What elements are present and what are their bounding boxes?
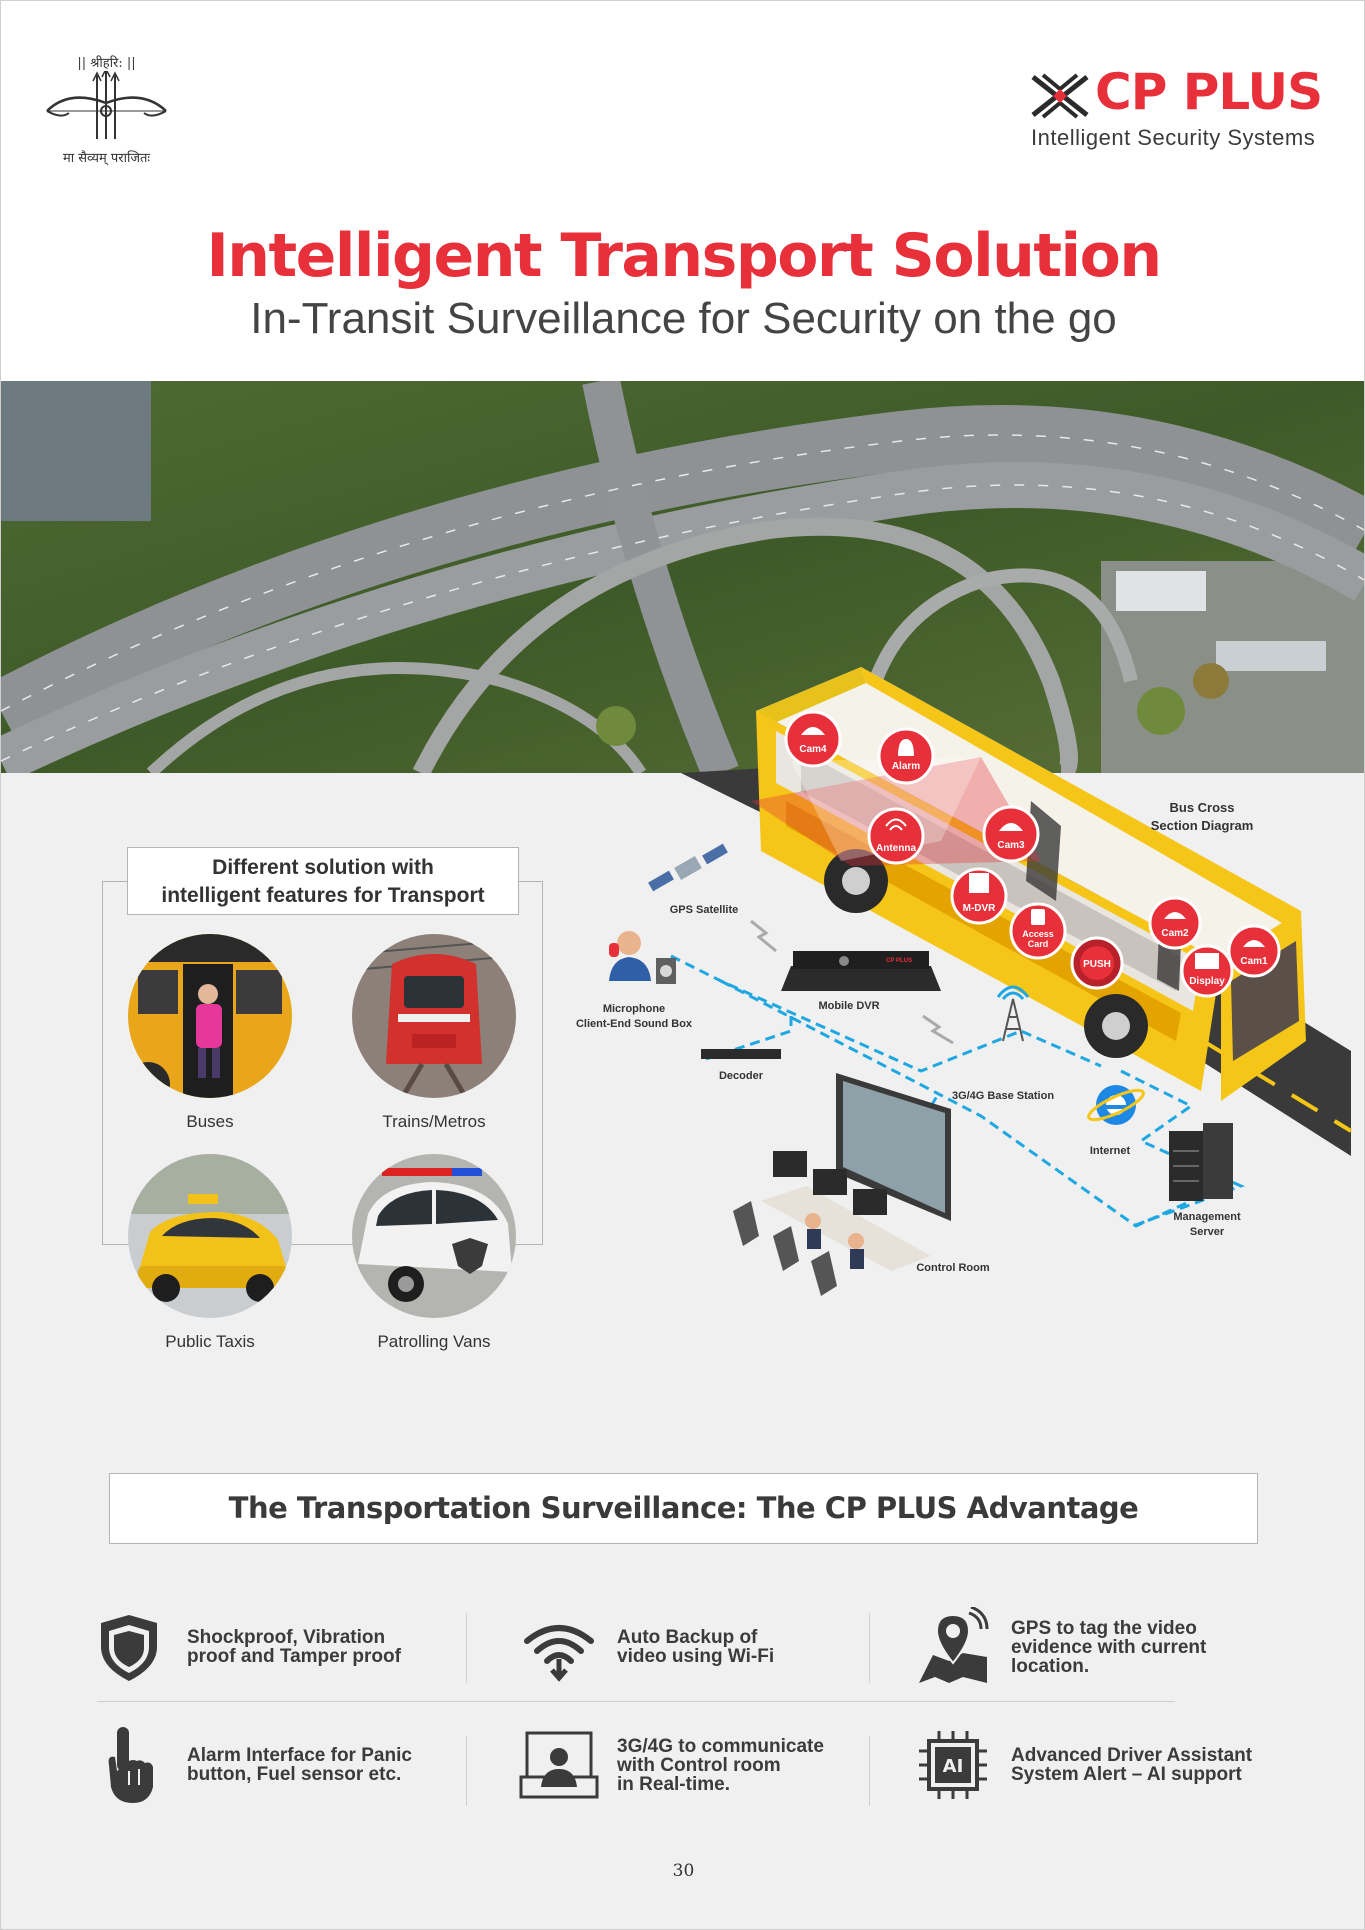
feature-line: Alarm Interface for Panic: [187, 1745, 412, 1766]
vehicle-trains: [352, 934, 516, 1132]
feature-line: with Control room: [617, 1754, 781, 1776]
feature-line: GPS to tag the video: [1011, 1617, 1197, 1639]
access-label-line2: Card: [1027, 939, 1049, 949]
vehicle-label: Patrolling Vans: [377, 1332, 491, 1351]
dvr-label: Mobile DVR: [818, 1000, 880, 1012]
cam1-label: Cam1: [1240, 956, 1268, 967]
feature-text: [187, 1628, 401, 1666]
page-title: Intelligent Transport Solution: [206, 221, 1161, 291]
cam2-badge: [1150, 898, 1200, 948]
base-station-label: 3G/4G Base Station: [951, 1090, 1055, 1102]
dvr-brand: CP PLUS: [886, 958, 912, 964]
gps-label: GPS Satellite: [669, 904, 739, 916]
school-bus-photo: [128, 934, 292, 1098]
emblem: [39, 53, 174, 171]
page-number: 30: [672, 1861, 695, 1881]
solutions-heading-line1: Different solution with: [212, 856, 434, 879]
train-photo: [352, 934, 516, 1098]
display-badge: [1182, 946, 1232, 996]
feature-line: proof and Tamper proof: [187, 1646, 401, 1667]
cam3-badge: [984, 807, 1038, 861]
logo-name: CP PLUS: [1095, 63, 1323, 121]
feature-line: Advanced Driver Assistant: [1011, 1745, 1253, 1766]
feature-wifi-backup: [519, 1607, 774, 1687]
mdvr-badge: [952, 869, 1006, 923]
mic-label-line1: Microphone: [602, 1003, 666, 1015]
advantage-title: The Transportation Surveillance: The CP PLUS Advantage: [109, 1473, 1258, 1544]
logo-tagline: Intelligent Security Systems: [1031, 125, 1316, 150]
decoder-label: Decoder: [718, 1070, 764, 1082]
feature-line: video using Wi-Fi: [617, 1646, 775, 1667]
bus-cross-section-diagram: [561, 661, 1351, 1321]
access-card-badge: [1011, 904, 1065, 958]
feature-text: [617, 1628, 774, 1666]
monitor-user-icon: [519, 1725, 599, 1805]
diagram-caption-line2: Section Diagram: [1150, 818, 1254, 833]
police-van-photo: [352, 1154, 516, 1318]
feature-adas-ai: [913, 1725, 1252, 1805]
access-label-line1: Access: [1022, 929, 1054, 939]
feature-text: [617, 1737, 824, 1794]
touch-hand-icon: [89, 1725, 169, 1805]
cam1-badge: [1229, 926, 1279, 976]
alarm-label: Alarm: [891, 761, 921, 772]
feature-divider: [466, 1736, 467, 1806]
emblem-top-text: || श्रीहरि: ||: [77, 56, 136, 71]
taxi-photo: [128, 1154, 292, 1318]
solutions-heading-line2: intelligent features for Transport: [161, 884, 485, 907]
signal-bolt-icon: [751, 921, 776, 951]
vehicle-label: Buses: [186, 1112, 234, 1131]
svg-text:AI: AI: [942, 1756, 964, 1777]
cam3-label: Cam3: [997, 840, 1025, 851]
feature-line: Auto Backup of: [617, 1627, 758, 1648]
vehicle-buses: [128, 934, 292, 1132]
cam4-badge: [786, 712, 840, 766]
page-header: [1, 1, 1365, 381]
cam2-label: Cam2: [1161, 928, 1189, 939]
feature-3g-4g: [519, 1725, 824, 1805]
feature-text: [187, 1746, 412, 1784]
feature-row-divider: [97, 1701, 1175, 1702]
feature-divider: [869, 1613, 870, 1683]
alarm-badge: [879, 729, 933, 783]
diagram-caption-line1: Bus Cross: [1169, 800, 1235, 815]
feature-gps-tag: [913, 1607, 1206, 1687]
page-subtitle: In-Transit Surveillance for Security on the go: [250, 294, 1117, 343]
internet-explorer-icon: [1085, 1085, 1146, 1125]
display-label: Display: [1189, 976, 1225, 987]
server-label-line1: Management: [1173, 1211, 1241, 1223]
antenna-label: Antenna: [876, 843, 916, 854]
cp-plus-logo: [1029, 63, 1329, 157]
feature-text: [1011, 1619, 1206, 1676]
bow-arrow-emblem-icon: [39, 71, 174, 141]
mic-label-line2: Client-End Sound Box: [575, 1018, 693, 1030]
feature-alarm-interface: [89, 1725, 412, 1805]
feature-line: location.: [1011, 1655, 1090, 1677]
cp-plus-x-mark-icon: [1029, 71, 1091, 121]
feature-line: System Alert – AI support: [1011, 1764, 1242, 1785]
vehicle-vans: [352, 1154, 516, 1352]
mobile-dvr-device: [781, 951, 941, 991]
push-button-badge: [1072, 938, 1122, 988]
wifi-icon: [519, 1607, 599, 1687]
gps-satellite-icon: [648, 844, 728, 892]
antenna-badge: [869, 809, 923, 863]
feature-text: [1011, 1746, 1252, 1784]
cam4-label: Cam4: [799, 744, 827, 755]
feature-divider: [869, 1736, 870, 1806]
feature-line: evidence with current: [1011, 1636, 1207, 1658]
feature-line: Shockproof, Vibration: [187, 1627, 386, 1648]
vehicle-label: Public Taxis: [165, 1332, 255, 1351]
internet-label: Internet: [1089, 1145, 1131, 1157]
feature-line: 3G/4G to communicate: [617, 1735, 824, 1757]
signal-bolt-icon: [923, 1016, 953, 1043]
push-label: PUSH: [1083, 959, 1111, 970]
ai-chip-icon: [913, 1725, 993, 1805]
microphone-operator-icon: [609, 931, 676, 984]
feature-line: in Real-time.: [617, 1773, 730, 1795]
feature-shockproof: [89, 1607, 401, 1687]
feature-divider: [466, 1613, 467, 1683]
shield-icon: [89, 1607, 169, 1687]
map-pin-icon: [913, 1607, 993, 1687]
decoder-device: [701, 1049, 781, 1059]
feature-line: button, Fuel sensor etc.: [187, 1764, 402, 1785]
vehicle-label: Trains/Metros: [382, 1112, 486, 1131]
server-label-line2: Server: [1189, 1226, 1225, 1238]
vehicle-taxis: [128, 1154, 292, 1352]
mdvr-label: M-DVR: [962, 903, 996, 914]
management-server-icon: [1169, 1123, 1233, 1201]
emblem-bottom-text: मा सैव्यम् पराजितः: [62, 151, 151, 166]
solutions-heading: [127, 847, 519, 915]
control-room-label: Control Room: [916, 1262, 990, 1274]
